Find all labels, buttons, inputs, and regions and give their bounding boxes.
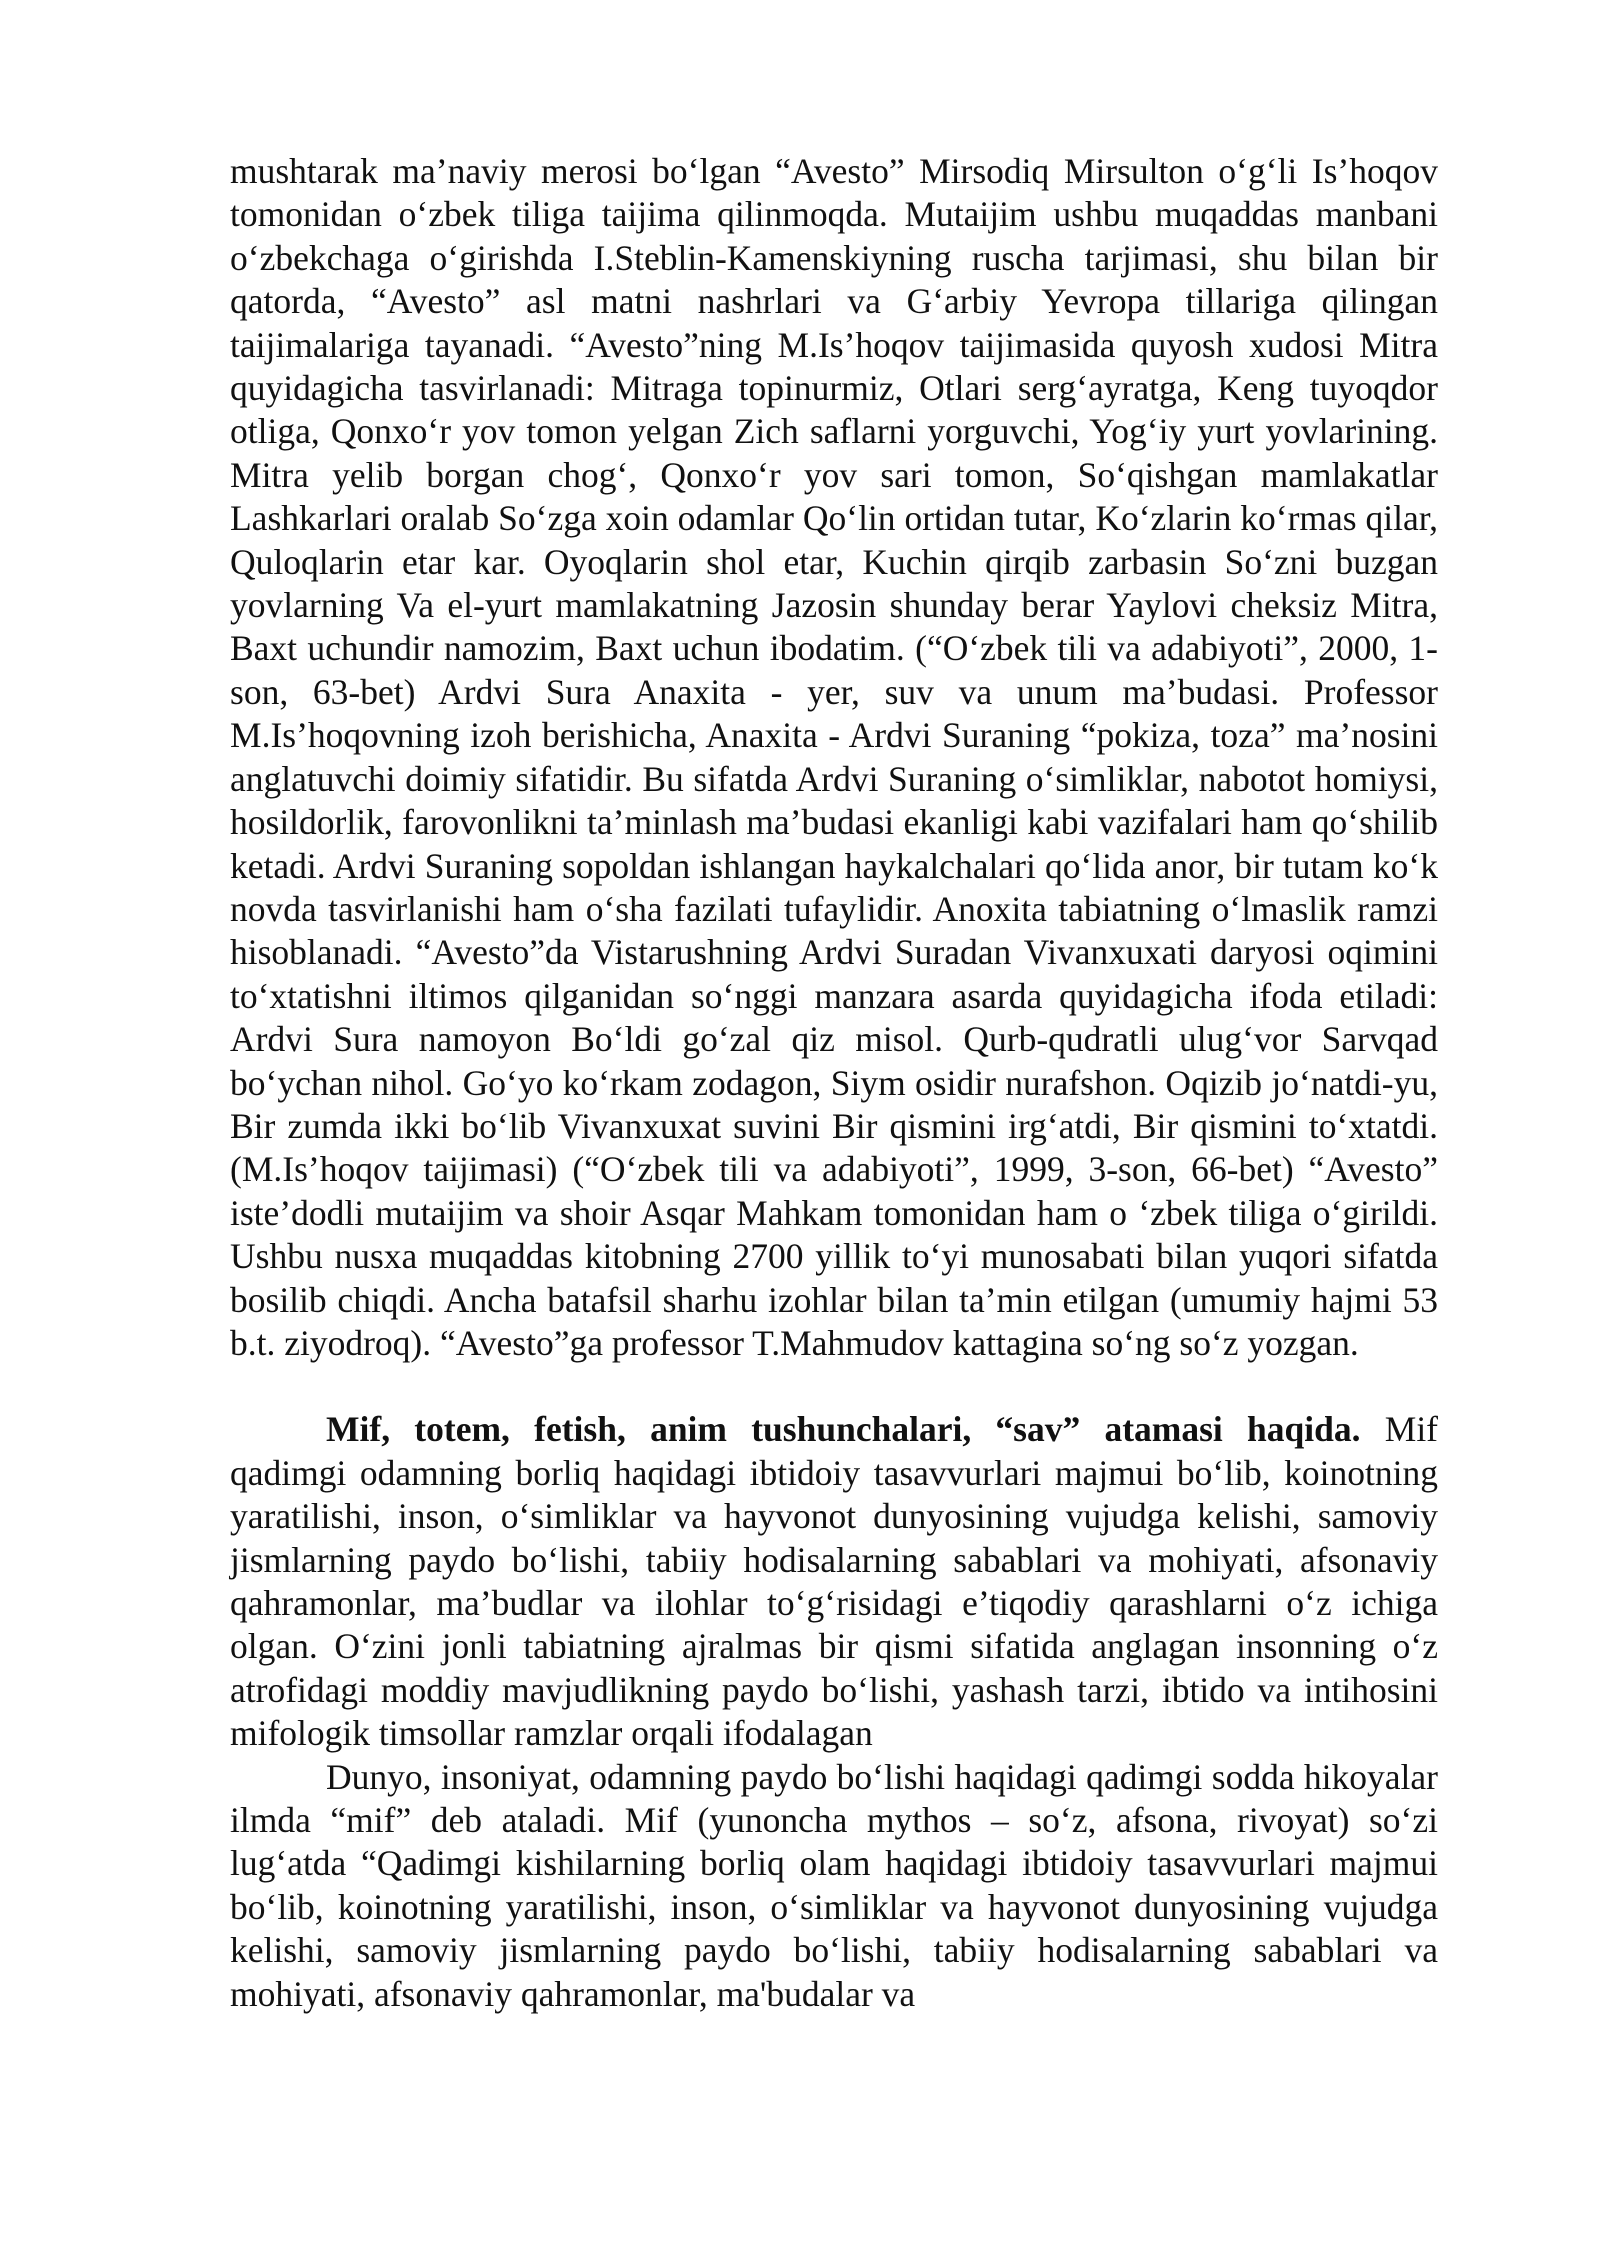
paragraph-mif-etymology: Dunyo, insoniyat, odamning paydo bo‘lishi haqidagi qadimgi sodda hikoyalar ilmda “mif” deb ataladi. Mif (yunoncha mythos – so‘z, afsona, rivoyat) so‘zi lug‘atda “Qadimgi kishilarning borliq olam haqidagi ibtidoiy tasavvurlari majmui bo‘lib, koinotning yaratilishi, inson, o‘simliklar va hayvonot dunyosining vujudga kelishi, samoviy jismlarning paydo bo‘lishi, tabiiy hodisalarning sabablari va mohiyati, afsonaviy qahramonlar, ma'budalar va bbox=[230, 1756, 1438, 2014]
paragraph-spacer bbox=[230, 1365, 1438, 1408]
document-page bbox=[230, 150, 1438, 2016]
paragraph-mif-definition bbox=[230, 1408, 1438, 1755]
paragraph-avesto-translation: mushtarak ma’naviy merosi bo‘lgan “Avesto” Mirsodiq Mirsulton o‘g‘li Is’hoqov tomonidan o‘zbek tiliga taijima qilinmoqda. Mutaijim ushbu muqaddas manbani o‘zbekchaga o‘girishda I.Steblin-Kamenskiyning ruscha tarjimasi, shu bilan bir qatorda, “Avesto” asl matni nashrlari va G‘arbiy Yevropa tillariga qilingan taijimalariga tayanadi. “Avesto”ning M.Is’hoqov taijimasida quyosh xudosi Mitra quyidagicha tasvirlanadi: Mitraga topinurmiz, Otlari serg‘ayratga, Keng tuyoqdor otliga, Qonxo‘r yov tomon yelgan Zich saflarni yorguvchi, Yog‘iy yurt yovlarining. Mitra yelib borgan chog‘, Qonxo‘r yov sari tomon, So‘qishgan mamlakatlar Lashkarlari oralab So‘zga xoin odamlar Qo‘lin ortidan tutar, Ko‘zlarin ko‘rmas qilar, Quloqlarin etar kar. Oyoqlarin shol etar, Kuchin qirqib zarbasin So‘zni buzgan yovlarning Va el-yurt mamlakatning Jazosin shunday berar Yaylovi cheksiz Mitra, Baxt uchundir namozim, Baxt uchun ibodatim. (“O‘zbek tili va adabiyoti”, 2000, 1-son, 63-bet) Ardvi Sura Anaxita - yer, suv va unum ma’budasi. Professor M.Is’hoqovning izoh berishicha, Anaxita - Ardvi Suraning “pokiza, toza” ma’nosini anglatuvchi doimiy sifatidir. Bu sifatda Ardvi Suraning o‘simliklar, nabotot homiysi, hosildorlik, farovonlikni ta’minlash ma’budasi ekanligi kabi vazifalari ham qo‘shilib ketadi. Ardvi Suraning sopoldan ishlangan haykalchalari qo‘lida anor, bir tutam ko‘k novda tasvirlanishi ham o‘sha fazilati tufaylidir. Anoxita tabiatning o‘lmaslik ramzi hisoblanadi. “Avesto”da Vistarushning Ardvi Suradan Vivanxuxati daryosi oqimini to‘xtatishni iltimos qilganidan so‘nggi manzara asarda quyidagicha ifoda etiladi: Ardvi Sura namoyon Bo‘ldi go‘zal qiz misol. Qurb-qudratli ulug‘vor Sarvqad bo‘ychan nihol. Go‘yo ko‘rkam zodagon, Siym osidir nurafshon. Oqizib jo‘natdi-yu, Bir zumda ikki bo‘lib Vivanxuxat suvini Bir qismini irg‘atdi, Bir qismini to‘xtatdi. (M.Is’hoqov taijimasi) (“O‘zbek tili va adabiyoti”, 1999, 3-son, 66-bet) “Avesto” iste’dodli mutaijim va shoir Asqar Mahkam tomonidan ham o ‘zbek tiliga o‘girildi. Ushbu nusxa muqaddas kitobning 2700 yillik to‘yi munosabati bilan yuqori sifatda bosilib chiqdi. Ancha batafsil sharhu izohlar bilan ta’min etilgan (umumiy hajmi 53 b.t. ziyodroq). “Avesto”ga professor T.Mahmudov kattagina so‘ng so‘z yozgan. bbox=[230, 151, 1438, 1363]
section-heading: Mif, totem, fetish, anim tushunchalari, “sav” atamasi haqida. bbox=[326, 1409, 1361, 1450]
paragraph-mif-body: Mif qadimgi odamning borliq haqidagi ibtidoiy tasavvurlari majmui bo‘lib, koinotning yaratilishi, inson, o‘simliklar va hayvonot dunyosining vujudga kelishi, samoviy jismlarning paydo bo‘lishi, tabiiy hodisalarning sabablari va mohiyati, afsonaviy qahramonlar, ma’budlar va ilohlar to‘g‘risidagi e’tiqodiy qarashlarni o‘z ichiga olgan. O‘zini jonli tabiatning ajralmas bir qismi sifatida anglagan insonning o‘z atrofidagi moddiy mavjudlikning paydo bo‘lishi, yashash tarzi, ibtido va intihosini mifologik timsollar ramzlar orqali ifodalagan bbox=[230, 1409, 1438, 1754]
